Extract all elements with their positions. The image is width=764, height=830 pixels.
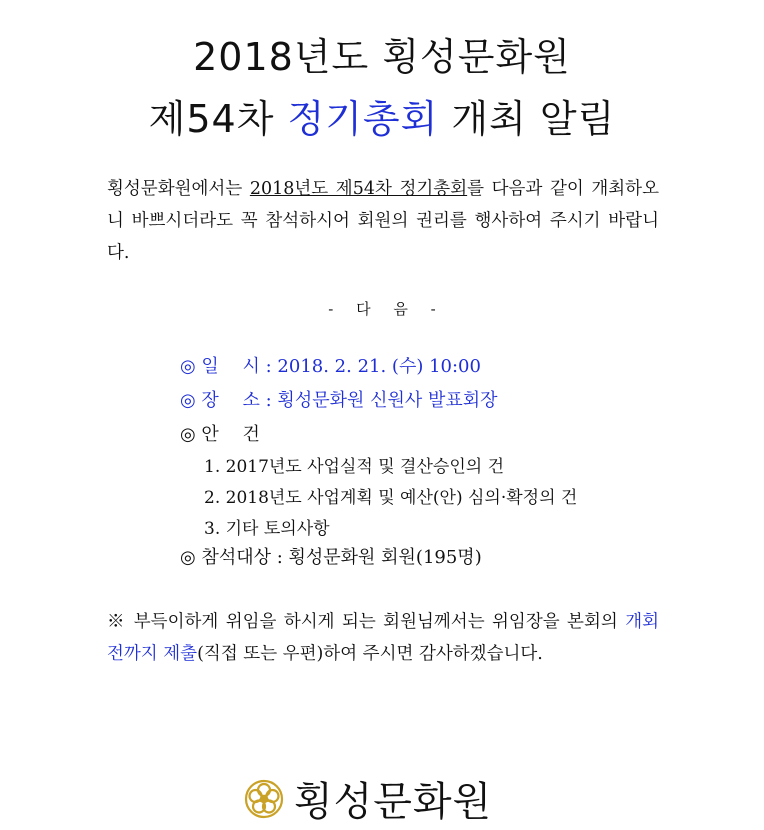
agenda-item: 2. 2018년도 사업계획 및 예산(안) 심의·확정의 건 (204, 488, 578, 508)
item-attendees: ◎ 참석대상 : 횡성문화원 회원(195명) (180, 547, 482, 568)
proxy-note (107, 606, 659, 670)
note-after: (직접 또는 우편)하여 주시면 감사하겠습니다. (197, 644, 543, 664)
item-place: ◎ 장 소 : 횡성문화원 신원사 발표회장 (180, 390, 498, 411)
item-agenda: ◎ 안 건 (180, 424, 260, 445)
agenda-item: 3. 기타 토의사항 (204, 519, 330, 539)
note-before: ※ 부득이하게 위임을 하시게 되는 회원님께서는 위임장을 본회의 (107, 612, 626, 632)
intro-underlined: 2018년도 제54차 정기총회 (249, 179, 468, 199)
notice-title-line1: 2018년도 횡성문화원 (193, 35, 571, 79)
footer-logo (244, 770, 492, 827)
intro-before: 횡성문화원에서는 (107, 179, 250, 199)
footer-org-name: 횡성문화원 (294, 779, 493, 825)
title-suffix: 개최 알림 (438, 97, 616, 141)
intro-paragraph (107, 173, 659, 269)
section-separator: - 다 음 - (328, 300, 436, 318)
agenda-item: 1. 2017년도 사업실적 및 결산승인의 건 (204, 457, 504, 477)
notice-title-line2 (0, 88, 764, 143)
intro-after: 를 다음과 같이 개최하오니 바쁘시더라도 꼭 참석하시어 회원의 권리를 행사하여 주시기 바랍니다. (107, 179, 659, 263)
flower-emblem-icon (244, 779, 284, 819)
item-date: ◎ 일 시 : 2018. 2. 21. (수) 10:00 (180, 356, 481, 377)
note-highlight: 개회 전까지 제출 (107, 612, 659, 664)
title-prefix: 제54차 (148, 97, 288, 141)
title-highlight: 정기총회 (287, 97, 439, 141)
